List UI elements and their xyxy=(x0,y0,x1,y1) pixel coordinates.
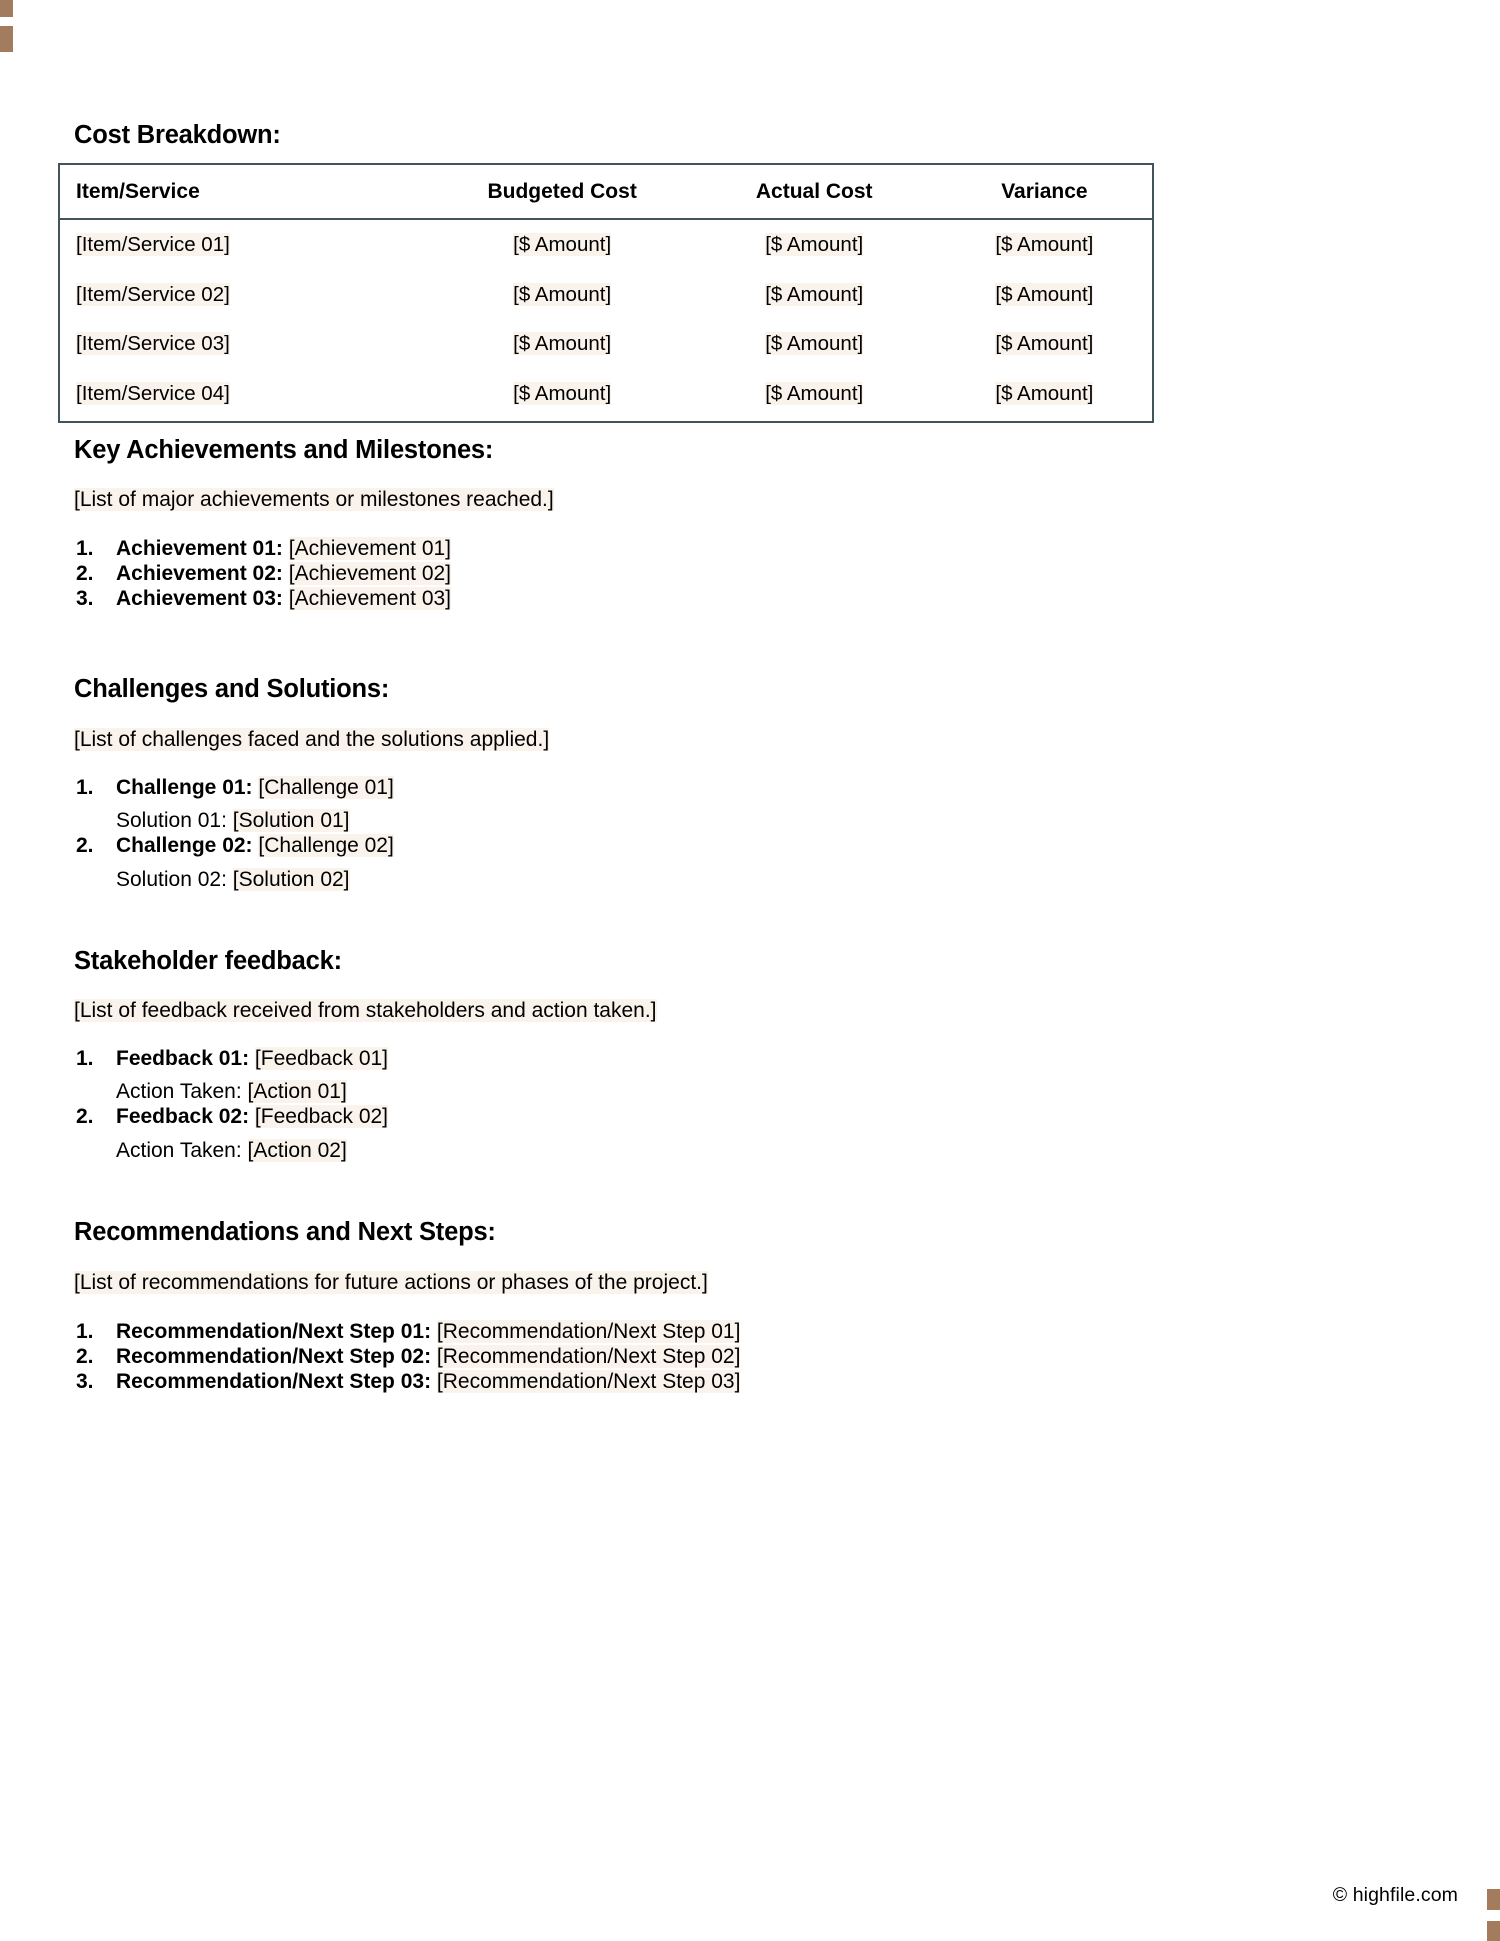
list-item-label: Achievement 03: xyxy=(116,587,283,611)
footer-copyright: © highfile.com xyxy=(1332,1884,1458,1906)
section-title-recommendations: Recommendations and Next Steps: xyxy=(74,1218,496,1246)
table-left-border xyxy=(58,163,60,423)
placeholder-text: [$ Amount] xyxy=(995,332,1094,356)
placeholder-text: [$ Amount] xyxy=(765,233,864,257)
table-cell-item-service xyxy=(58,319,431,369)
list-item-label: Challenge 02: xyxy=(116,834,253,858)
recommendations-list xyxy=(76,1319,740,1395)
table-cell-item-service xyxy=(58,219,431,270)
cost-breakdown-table xyxy=(58,163,1154,423)
placeholder-text: [$ Amount] xyxy=(765,381,864,405)
placeholder-text: [Solution 01] xyxy=(232,809,350,833)
placeholder-text: [$ Amount] xyxy=(513,282,612,306)
list-item xyxy=(76,833,394,891)
list-item-sub-label: Action Taken: xyxy=(116,1138,242,1162)
list-item-number: 1. xyxy=(76,1047,94,1070)
lead-text-key-achievements xyxy=(74,487,554,512)
placeholder-text: [$ Amount] xyxy=(765,282,864,306)
corner-mark-bottom-right-lower xyxy=(1487,1921,1500,1941)
stakeholder-feedback-list xyxy=(76,1046,388,1163)
lead-text-challenges xyxy=(74,727,549,752)
list-item-sub-label: Solution 01: xyxy=(116,809,227,833)
table-header-row xyxy=(58,164,1154,219)
placeholder-text: [Achievement 02] xyxy=(288,562,452,586)
placeholder-text: [Solution 02] xyxy=(232,867,350,891)
placeholder-text: [Challenge 02] xyxy=(258,834,394,858)
table-bottom-border xyxy=(58,421,1154,423)
list-item xyxy=(76,775,394,833)
list-item xyxy=(76,1104,388,1162)
table-header-actual-cost: Actual Cost xyxy=(694,164,935,219)
placeholder-text: [$ Amount] xyxy=(995,381,1094,405)
list-item xyxy=(76,561,451,586)
placeholder-text: [$ Amount] xyxy=(513,233,612,257)
table-cell-actual-cost xyxy=(694,319,935,369)
list-item-number: 1. xyxy=(76,1320,94,1343)
placeholder-text: [Item/Service 03] xyxy=(76,332,230,356)
table-cell-actual-cost xyxy=(694,369,935,423)
placeholder-text: [Achievement 03] xyxy=(288,587,452,611)
placeholder-text: [$ Amount] xyxy=(513,332,612,356)
table-row xyxy=(58,270,1154,320)
list-item-number: 3. xyxy=(76,1370,94,1394)
table-cell-actual-cost xyxy=(694,270,935,320)
list-item-label: Feedback 01: xyxy=(116,1047,250,1070)
table-row xyxy=(58,369,1154,423)
placeholder-text: [Recommendation/Next Step 02] xyxy=(436,1345,741,1369)
lead-text-recommendations xyxy=(74,1270,708,1295)
placeholder-text: [Achievement 01] xyxy=(288,537,452,560)
table-cell-actual-cost xyxy=(694,219,935,270)
corner-mark-bottom-right-upper xyxy=(1487,1889,1500,1910)
list-item-sub-line xyxy=(116,1138,388,1163)
placeholder-text: [$ Amount] xyxy=(995,233,1094,257)
table-cell-item-service xyxy=(58,270,431,320)
list-item-label: Recommendation/Next Step 01: xyxy=(116,1320,432,1343)
placeholder-text: [Item/Service 02] xyxy=(76,282,230,306)
placeholder-text: [List of feedback received from stakeholders and action taken.] xyxy=(74,999,657,1022)
list-item-sub-line xyxy=(116,867,394,892)
placeholder-text: [Item/Service 04] xyxy=(76,381,230,405)
placeholder-text: [$ Amount] xyxy=(995,282,1094,306)
list-item-number: 1. xyxy=(76,776,94,799)
section-title-challenges-solutions: Challenges and Solutions: xyxy=(74,675,390,703)
table-cell-budgeted-cost xyxy=(431,270,694,320)
list-item-label: Challenge 01: xyxy=(116,776,253,799)
corner-mark-top-left-lower xyxy=(0,26,13,52)
placeholder-text: [Action 02] xyxy=(247,1138,347,1162)
list-item xyxy=(76,1344,740,1369)
list-item-number: 2. xyxy=(76,1105,94,1129)
section-title-stakeholder-feedback: Stakeholder feedback: xyxy=(74,947,342,975)
list-item-label: Recommendation/Next Step 03: xyxy=(116,1370,432,1394)
list-item-sub-line xyxy=(116,808,394,833)
list-item-number: 2. xyxy=(76,834,94,858)
table-right-border xyxy=(1152,163,1154,423)
list-item xyxy=(76,586,451,611)
key-achievements-list xyxy=(76,536,451,612)
list-item-number: 2. xyxy=(76,1345,94,1369)
placeholder-text: [$ Amount] xyxy=(765,332,864,356)
list-item-sub-label: Action Taken: xyxy=(116,1080,242,1104)
table-header-budgeted-cost: Budgeted Cost xyxy=(431,164,694,219)
placeholder-text: [Recommendation/Next Step 01] xyxy=(436,1320,741,1343)
placeholder-text: [Feedback 02] xyxy=(254,1105,389,1129)
placeholder-text: [$ Amount] xyxy=(513,381,612,405)
list-item-label: Achievement 02: xyxy=(116,562,283,586)
list-item-label: Achievement 01: xyxy=(116,537,283,560)
table-cell-variance xyxy=(935,369,1154,423)
table-cell-item-service xyxy=(58,369,431,423)
table-row xyxy=(58,219,1154,270)
list-item-number: 1. xyxy=(76,537,94,560)
list-item-sub-label: Solution 02: xyxy=(116,867,227,891)
placeholder-text: [Feedback 01] xyxy=(254,1047,389,1070)
placeholder-text: [Item/Service 01] xyxy=(76,233,230,257)
table-header-variance: Variance xyxy=(935,164,1154,219)
placeholder-text: [List of recommendations for future actions or phases of the project.] xyxy=(74,1271,708,1294)
table-cell-budgeted-cost xyxy=(431,319,694,369)
section-title-key-achievements: Key Achievements and Milestones: xyxy=(74,436,494,464)
list-item xyxy=(76,1369,740,1394)
table-row xyxy=(58,319,1154,369)
placeholder-text: [List of major achievements or milestones reached.] xyxy=(74,488,554,511)
table-cell-variance xyxy=(935,319,1154,369)
placeholder-text: [List of challenges faced and the solutions applied.] xyxy=(74,728,550,751)
placeholder-text: [Action 01] xyxy=(247,1080,347,1104)
list-item xyxy=(76,1319,740,1344)
challenges-list xyxy=(76,775,394,892)
list-item-label: Recommendation/Next Step 02: xyxy=(116,1345,432,1369)
table-cell-budgeted-cost xyxy=(431,369,694,423)
table-cell-variance xyxy=(935,270,1154,320)
list-item-number: 3. xyxy=(76,587,94,611)
table-cell-variance xyxy=(935,219,1154,270)
lead-text-stakeholder-feedback xyxy=(74,998,657,1023)
table-cell-budgeted-cost xyxy=(431,219,694,270)
corner-mark-top-left-upper xyxy=(0,0,13,17)
list-item xyxy=(76,1046,388,1104)
cost-breakdown-table-wrapper xyxy=(58,163,1154,423)
placeholder-text: [Recommendation/Next Step 03] xyxy=(436,1370,741,1394)
table-header-item-service: Item/Service xyxy=(58,164,431,219)
list-item xyxy=(76,536,451,561)
list-item-sub-line xyxy=(116,1079,388,1104)
list-item-label: Feedback 02: xyxy=(116,1105,250,1129)
list-item-number: 2. xyxy=(76,562,94,586)
section-title-cost-breakdown: Cost Breakdown: xyxy=(74,121,281,149)
placeholder-text: [Challenge 01] xyxy=(258,776,394,799)
